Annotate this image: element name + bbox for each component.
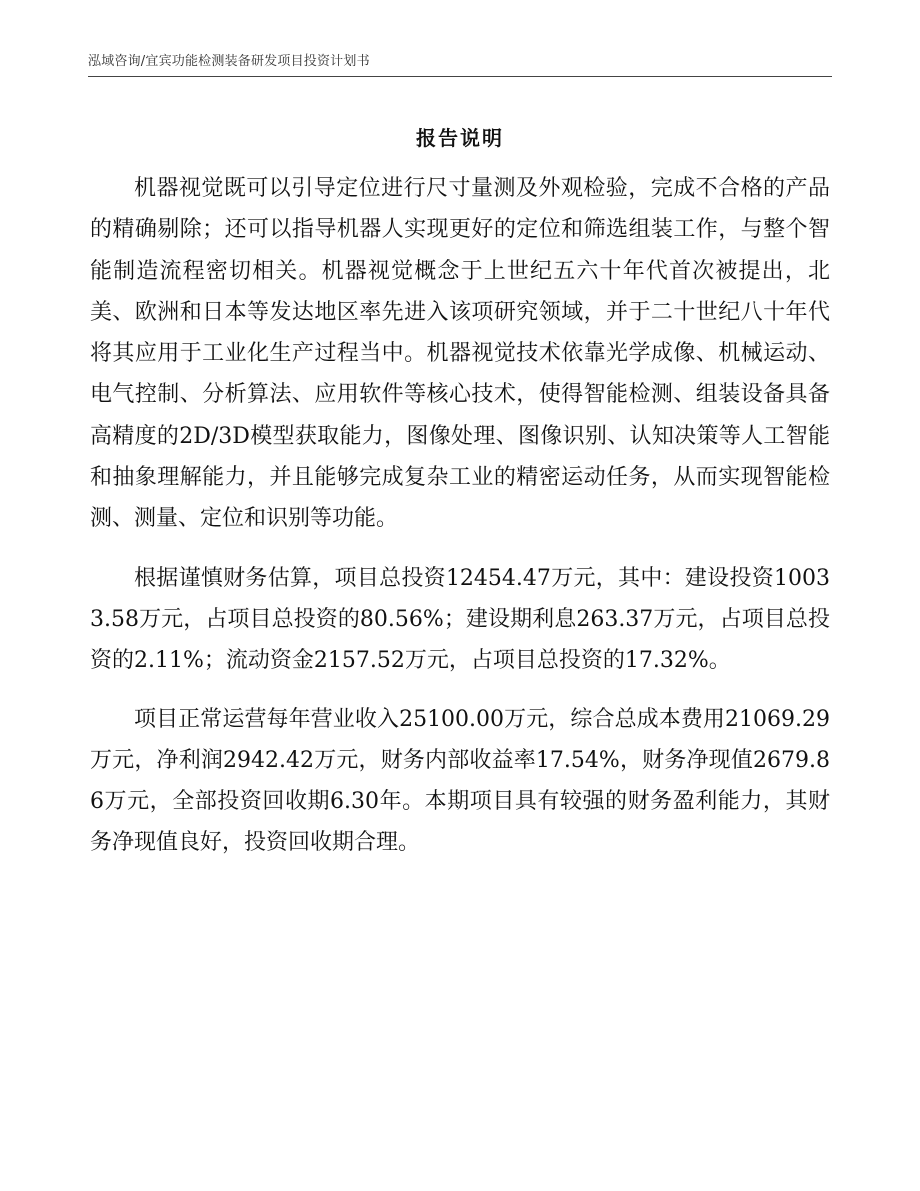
page-title: 报告说明	[416, 126, 504, 150]
report-body	[90, 168, 830, 864]
paragraph-investment: 根据谨慎财务估算，项目总投资12454.47万元，其中：建设投资10033.58万元，占项目总投资的80.56%；建设期利息263.37万元，占项目总投资的2.11%；流动资金2157.52万元，占项目总投资的17.32%。	[90, 565, 830, 674]
paragraph-machine-vision: 机器视觉既可以引导定位进行尺寸量测及外观检验，完成不合格的产品的精确剔除；还可以指导机器人实现更好的定位和筛选组装工作，与整个智能制造流程密切相关。机器视觉概念于上世纪五六十年代首次被提出，北美、欧洲和日本等发达地区率先进入该项研究领域，并于二十世纪八十年代将其应用于工业化生产过程当中。机器视觉技术依靠光学成像、机械运动、电气控制、分析算法、应用软件等核心技术，使得智能检测、组装设备具备高精度的2D/3D模型获取能力，图像处理、图像识别、认知决策等人工智能和抽象理解能力，并且能够完成复杂工业的精密运动任务，从而实现智能检测、测量、定位和识别等功能。	[90, 176, 830, 532]
running-header: 泓域咨询/宜宾功能检测装备研发项目投资计划书	[88, 54, 370, 69]
header-divider	[88, 76, 832, 77]
paragraph-revenue: 项目正常运营每年营业收入25100.00万元，综合总成本费用21069.29万元，净利润2942.42万元，财务内部收益率17.54%，财务净现值2679.86万元，全部投资回收期6.30年。本期项目具有较强的财务盈利能力，其财务净现值良好，投资回收期合理。	[90, 706, 830, 856]
